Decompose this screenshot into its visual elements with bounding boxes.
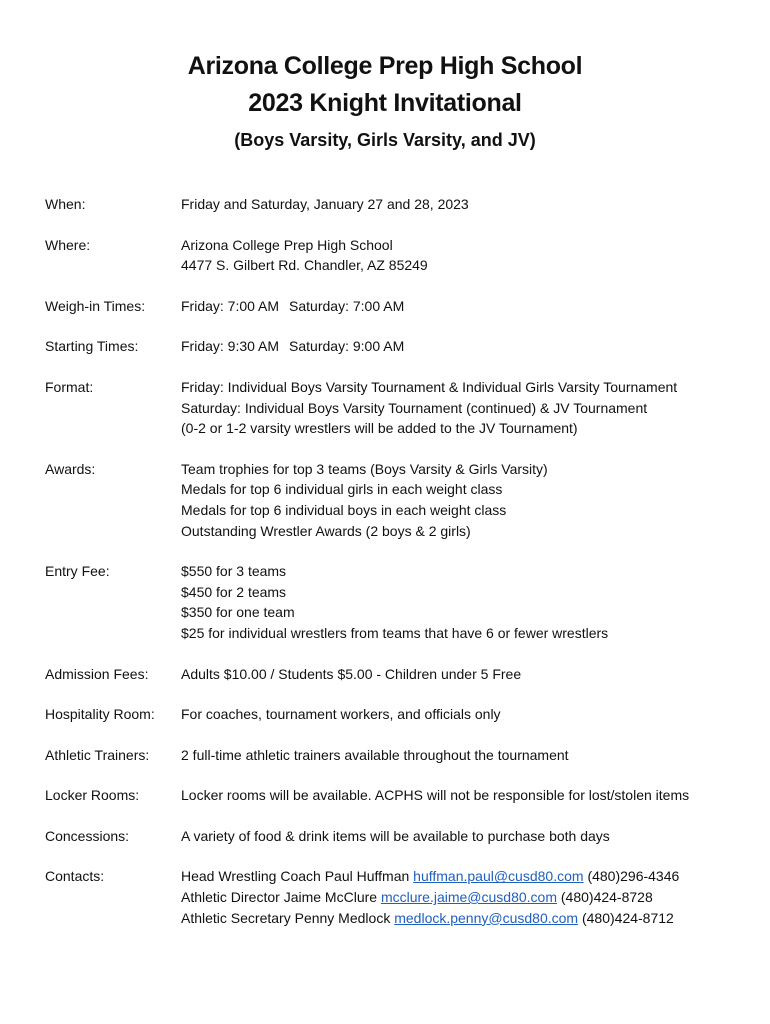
contact-name: Head Wrestling Coach Paul Huffman: [181, 868, 410, 885]
entry-fee-line: $25 for individual wrestlers from teams that have 6 or fewer wrestlers: [181, 624, 609, 641]
row-starting: [45, 336, 745, 357]
awards-line: Medals for top 6 individual girls in each weight class: [181, 481, 503, 498]
locker-label: Locker Rooms:: [45, 787, 140, 804]
hospitality-value: For coaches, tournament workers, and officials only: [181, 706, 501, 723]
contact-line: [181, 887, 745, 908]
row-hospitality: [45, 704, 745, 725]
entry-fee-label: Entry Fee:: [45, 563, 110, 580]
row-entry-fee: [45, 561, 745, 643]
row-admission: [45, 664, 745, 685]
contact-line: [181, 908, 745, 929]
row-contacts: [45, 866, 745, 928]
when-label: When:: [45, 196, 86, 212]
starting-saturday: Saturday: 9:00 AM: [289, 338, 405, 355]
where-line: Arizona College Prep High School: [181, 236, 393, 253]
format-line: Friday: Individual Boys Varsity Tournament & Individual Girls Varsity Tournament: [181, 378, 678, 395]
awards-line: Outstanding Wrestler Awards (2 boys & 2 girls): [181, 522, 471, 539]
format-line: (0-2 or 1-2 varsity wrestlers will be added to the JV Tournament): [181, 420, 578, 437]
admission-value: Adults $10.00 / Students $5.00 - Children under 5 Free: [181, 665, 522, 682]
row-concessions: [45, 826, 745, 847]
where-label: Where:: [45, 236, 91, 253]
row-locker: [45, 785, 745, 806]
where-line: 4477 S. Gilbert Rd. Chandler, AZ 85249: [181, 257, 428, 274]
entry-fee-line: $350 for one team: [181, 604, 295, 621]
concessions-value: A variety of food & drink items will be available to purchase both days: [181, 827, 610, 844]
locker-value: Locker rooms will be available. ACPHS will not be responsible for lost/stolen items: [181, 787, 690, 804]
trainers-value: 2 full-time athletic trainers available throughout the tournament: [181, 746, 569, 763]
event-title: 2023 Knight Invitational: [248, 89, 522, 117]
weigh-in-friday: Friday: 7:00 AM: [181, 297, 280, 314]
contact-phone: (480)296-4346: [587, 868, 680, 885]
event-details: [45, 194, 745, 928]
contact-phone: (480)424-8712: [581, 909, 674, 926]
weigh-in-label: Weigh-in Times:: [45, 297, 146, 314]
row-trainers: [45, 745, 745, 766]
row-weigh-in: [45, 296, 745, 317]
awards-line: Team trophies for top 3 teams (Boys Varsity & Girls Varsity): [181, 460, 548, 477]
weigh-in-saturday: Saturday: 7:00 AM: [289, 297, 405, 314]
entry-fee-line: $450 for 2 teams: [181, 583, 287, 600]
awards-line: Medals for top 6 individual boys in each weight class: [181, 501, 507, 518]
starting-label: Starting Times:: [45, 338, 139, 355]
contact-email-link[interactable]: huffman.paul@cusd80.com: [413, 868, 584, 885]
format-line: Saturday: Individual Boys Varsity Tournament (continued) & JV Tournament: [181, 399, 648, 416]
document-header: [0, 48, 770, 152]
contact-phone: (480)424-8728: [560, 889, 653, 906]
awards-label: Awards:: [45, 460, 96, 477]
event-subtitle: (Boys Varsity, Girls Varsity, and JV): [234, 130, 536, 150]
when-value: Friday and Saturday, January 27 and 28, 2023: [181, 196, 469, 212]
entry-fee-line: $550 for 3 teams: [181, 563, 287, 580]
row-format: [45, 377, 745, 439]
page-title: Arizona College Prep High School: [187, 52, 583, 80]
row-awards: [45, 459, 745, 541]
starting-friday: Friday: 9:30 AM: [181, 338, 280, 355]
row-where: [45, 235, 745, 276]
row-when: [45, 194, 745, 215]
hospitality-label: Hospitality Room:: [45, 706, 155, 723]
contact-email-link[interactable]: mcclure.jaime@cusd80.com: [380, 889, 557, 906]
contact-line: [181, 866, 745, 887]
concessions-label: Concessions:: [45, 827, 130, 844]
contact-name: Athletic Director Jaime McClure: [181, 889, 378, 906]
contact-email-link[interactable]: medlock.penny@cusd80.com: [394, 909, 579, 926]
contact-name: Athletic Secretary Penny Medlock: [181, 909, 391, 926]
contacts-label: Contacts:: [45, 868, 105, 885]
admission-label: Admission Fees:: [45, 665, 149, 682]
format-label: Format:: [45, 378, 94, 395]
trainers-label: Athletic Trainers:: [45, 746, 150, 763]
